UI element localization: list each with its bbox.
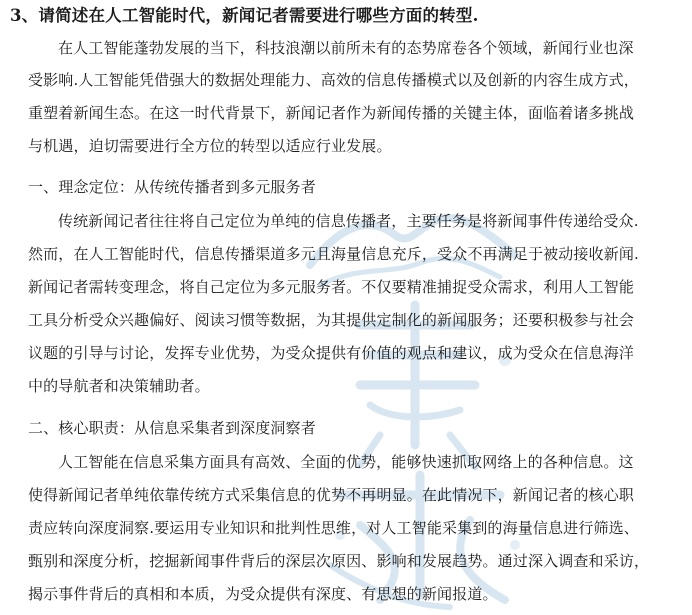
section2-line-4: 甄别和深度分析，挖掘新闻事件背后的深层次原因、影响和发展趋势。通过深入调查和采访， — [28, 552, 650, 570]
section1-line-1: 传统新闻记者往往将自己定位为单纯的信息传播者，主要任务是将新闻事件传递给受众. — [58, 212, 639, 230]
intro-line-4: 与机遇，迫切需要进行全方位的转型以适应行业发展。 — [28, 137, 392, 155]
intro-line-3: 重塑着新闻生态。在这一时代背景下，新闻记者作为新闻传播的关键主体，面临着诸多挑战 — [28, 104, 635, 122]
section1-heading: 一、理念定位：从传统传播者到多元服务者 — [28, 178, 316, 196]
intro-line-2: 受影响.人工智能凭借强大的数据处理能力、高效的信息传播模式以及创新的内容生成方式， — [28, 71, 639, 89]
section1-line-5: 议题的引导与讨论，发挥专业优势，为受众提供有价值的观点和建议，成为受众在信息海洋 — [28, 344, 635, 362]
section2-line-3: 责应转向深度洞察.要运用专业知识和批判性思维，对人工智能采集到的海量信息进行筛选、 — [28, 519, 639, 537]
intro-line-1: 在人工智能蓬勃发展的当下，科技浪潮以前所未有的态势席卷各个领域，新闻行业也深 — [58, 39, 634, 57]
question-title: 3、请简述在人工智能时代，新闻记者需要进行哪些方面的转型. — [10, 6, 479, 25]
section2-line-1: 人工智能在信息采集方面具有高效、全面的优势，能够快速抓取网络上的各种信息。这 — [58, 453, 634, 471]
section1-line-6: 中的导航者和决策辅助者。 — [28, 377, 210, 395]
section2-heading: 二、核心职责：从信息采集者到深度洞察者 — [28, 419, 316, 437]
section1-line-2: 然而，在人工智能时代，信息传播渠道多元且海量信息充斥，受众不再满足于被动接收新闻. — [28, 245, 639, 263]
section1-line-3: 新闻记者需转变理念，将自己定位为多元服务者。不仅要精准捕捉受众需求，利用人工智能 — [28, 278, 635, 296]
section2-line-5: 揭示事件背后的真相和本质，为受众提供有深度、有思想的新闻报道。 — [28, 585, 498, 603]
section1-line-4: 工具分析受众兴趣偏好、阅读习惯等数据，为其提供定制化的新闻服务；还要积极参与社会 — [28, 311, 635, 329]
section2-line-2: 使得新闻记者单纯依靠传统方式采集信息的优势不再明显。在此情况下，新闻记者的核心职 — [28, 486, 635, 504]
